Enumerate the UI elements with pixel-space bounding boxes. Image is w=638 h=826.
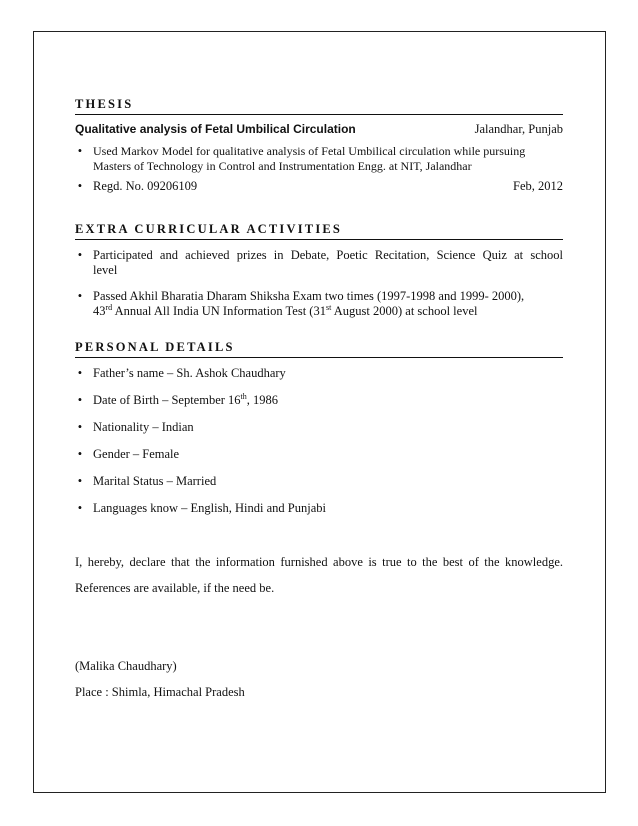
extra-bullet-1-line-2: level <box>93 263 118 277</box>
thesis-location: Jalandhar, Punjab <box>474 122 563 136</box>
extra-heading: EXTRA CURRICULAR ACTIVITIES <box>75 222 563 240</box>
extra-bullet-1-line-1: Participated and achieved prizes in Debate, Poetic Recitation, Science Quiz at school <box>93 248 563 262</box>
test-number: 43 <box>93 304 106 318</box>
test-description: Annual All India UN Information Test (31 <box>112 304 326 318</box>
thesis-bullet-1-line-2: Masters of Technology in Control and Instrumentation Engg. at NIT, Jalandhar <box>93 159 472 173</box>
dob-text: Date of Birth – September 16 <box>93 393 241 407</box>
personal-nationality <box>77 420 563 435</box>
bullet-icon: • <box>77 474 83 488</box>
bullet-icon: • <box>77 179 83 193</box>
signature-place: Place : Shimla, Himachal Pradesh <box>75 685 245 699</box>
personal-dob <box>77 391 563 408</box>
thesis-bullet-1 <box>77 144 563 174</box>
bullet-icon: • <box>77 248 83 262</box>
bullet-icon: • <box>77 393 83 407</box>
personal-heading: PERSONAL DETAILS <box>75 340 563 358</box>
personal-father <box>77 366 563 381</box>
thesis-heading: THESIS <box>75 97 563 115</box>
declaration-line-1: I, hereby, declare that the information furnished above is true to the best of the knowledge. <box>75 555 563 569</box>
test-date-tail: August 2000) at school level <box>331 304 478 318</box>
personal-marital <box>77 474 563 489</box>
extra-bullet-1 <box>77 248 563 278</box>
ordinal-suffix: st <box>325 302 332 312</box>
declaration-line-2: References are available, if the need be. <box>75 581 275 595</box>
thesis-date: Feb, 2012 <box>513 179 563 193</box>
bullet-icon: • <box>77 366 83 380</box>
languages-text: Languages know – English, Hindi and Punjabi <box>93 501 326 515</box>
nationality-text: Nationality – Indian <box>93 420 194 434</box>
thesis-title: Qualitative analysis of Fetal Umbilical Circulation <box>75 122 356 136</box>
bullet-icon: • <box>77 501 83 515</box>
marital-text: Marital Status – Married <box>93 474 217 488</box>
bullet-icon: • <box>77 144 83 158</box>
gender-text: Gender – Female <box>93 447 180 461</box>
extra-bullet-2-line-2 <box>93 304 563 319</box>
ordinal-suffix: th <box>240 391 247 401</box>
bullet-icon: • <box>77 289 83 303</box>
personal-gender <box>77 447 563 462</box>
personal-languages <box>77 501 563 516</box>
extra-bullet-2 <box>77 289 563 319</box>
dob-year: , 1986 <box>246 393 279 407</box>
thesis-title-row <box>75 121 563 137</box>
bullet-icon: • <box>77 420 83 434</box>
thesis-bullet-1-line-1: Used Markov Model for qualitative analysis of Fetal Umbilical circulation while pursuing <box>93 144 526 158</box>
ordinal-suffix: rd <box>105 302 113 312</box>
signature-name: (Malika Chaudhary) <box>75 659 177 673</box>
thesis-regd: Regd. No. 09206109 <box>93 179 198 193</box>
father-name: Father’s name – Sh. Ashok Chaudhary <box>93 366 286 380</box>
extra-bullet-2-line-1: Passed Akhil Bharatia Dharam Shiksha Exam two times (1997-1998 and 1999- 2000), <box>93 289 525 303</box>
thesis-bullet-2 <box>77 179 563 194</box>
bullet-icon: • <box>77 447 83 461</box>
